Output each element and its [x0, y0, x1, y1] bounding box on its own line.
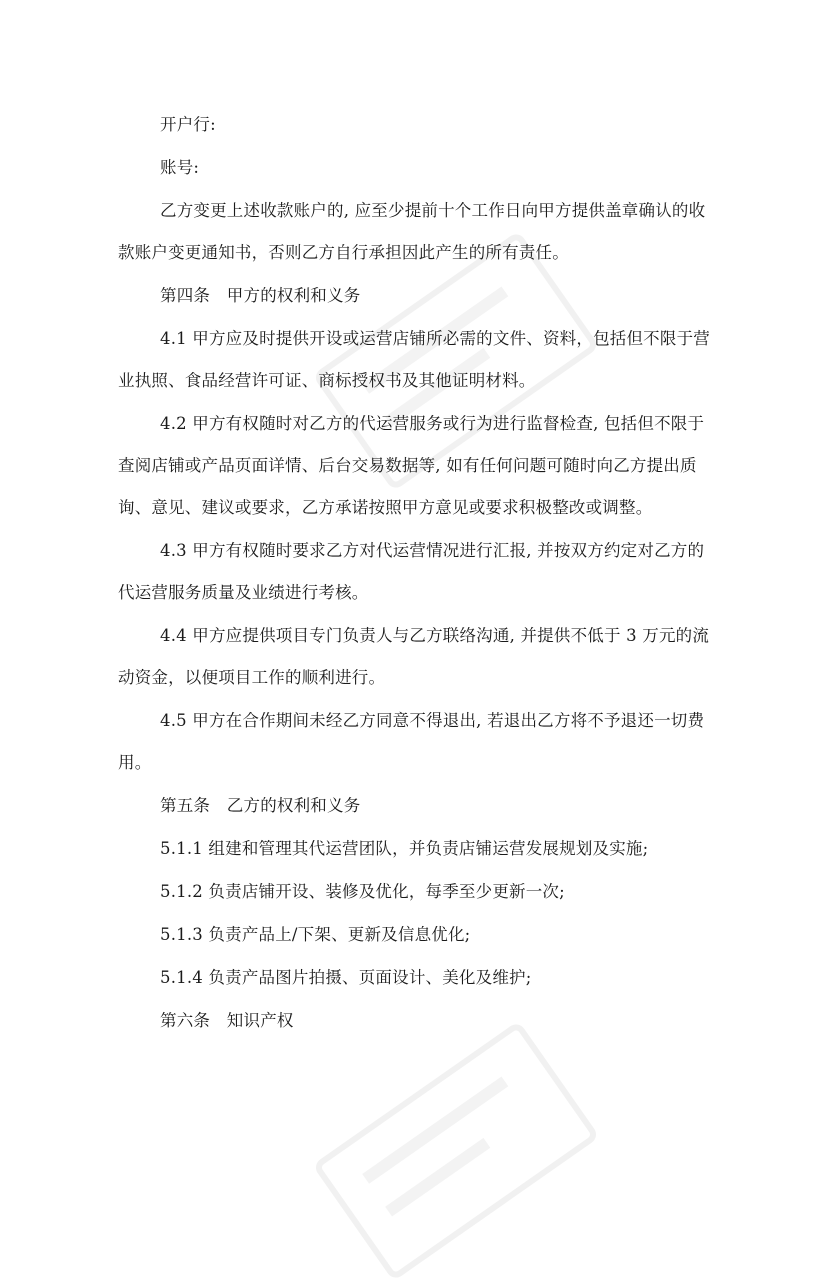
clause-4-1-line-1: 4.1 甲方应及时提供开设或运营店铺所必需的文件、资料，包括但不限于营: [160, 329, 710, 348]
change-notice-line-2: 款账户变更通知书，否则乙方自行承担因此产生的所有责任。: [118, 243, 569, 262]
clause-4-4-line-1: 4.4 甲方应提供项目专门负责人与乙方联络沟通, 并提供不低于 3 万元的流: [160, 626, 710, 645]
clause-4-2-line-2: 查阅店铺或产品页面详情、后台交易数据等, 如有任何问题可随时向乙方提出质: [118, 456, 697, 475]
clause-4-4-line-2: 动资金，以便项目工作的顺利进行。: [118, 668, 386, 687]
clause-4-3-line-2: 代运营服务质量及业绩进行考核。: [118, 583, 369, 602]
clause-5-1-1: 5.1.1 组建和管理其代运营团队，并负责店铺运营发展规划及实施;: [160, 839, 649, 858]
contract-body: [118, 110, 712, 1036]
bank-line: 开户行:: [160, 115, 216, 134]
article-6-title: 第六条 知识产权: [160, 1011, 294, 1030]
clause-5-1-4: 5.1.4 负责产品图片拍摄、页面设计、美化及维护;: [160, 968, 532, 987]
article-4-title: 第四条 甲方的权利和义务: [160, 286, 361, 305]
clause-4-5-line-2: 用。: [118, 753, 152, 772]
watermark-logo: [312, 1021, 600, 1281]
clause-5-1-3: 5.1.3 负责产品上/下架、更新及信息优化;: [160, 925, 471, 944]
change-notice-line-1: 乙方变更上述收款账户的, 应至少提前十个工作日向甲方提供盖章确认的收: [160, 201, 706, 220]
clause-4-3-line-1: 4.3 甲方有权随时要求乙方对代运营情况进行汇报, 并按双方约定对乙方的: [160, 541, 705, 560]
clause-4-2-line-1: 4.2 甲方有权随时对乙方的代运营服务或行为进行监督检查, 包括但不限于: [160, 414, 705, 433]
clause-4-5-line-1: 4.5 甲方在合作期间未经乙方同意不得退出, 若退出乙方将不予退还一切费: [160, 711, 705, 730]
clause-4-1-line-2: 业执照、食品经营许可证、商标授权书及其他证明材料。: [118, 371, 536, 390]
account-line: 账号:: [160, 158, 200, 177]
clause-4-2-line-3: 询、意见、建议或要求，乙方承诺按照甲方意见或要求积极整改或调整。: [118, 498, 653, 517]
article-5-title: 第五条 乙方的权利和义务: [160, 796, 361, 815]
clause-5-1-2: 5.1.2 负责店铺开设、装修及优化，每季至少更新一次;: [160, 882, 565, 901]
